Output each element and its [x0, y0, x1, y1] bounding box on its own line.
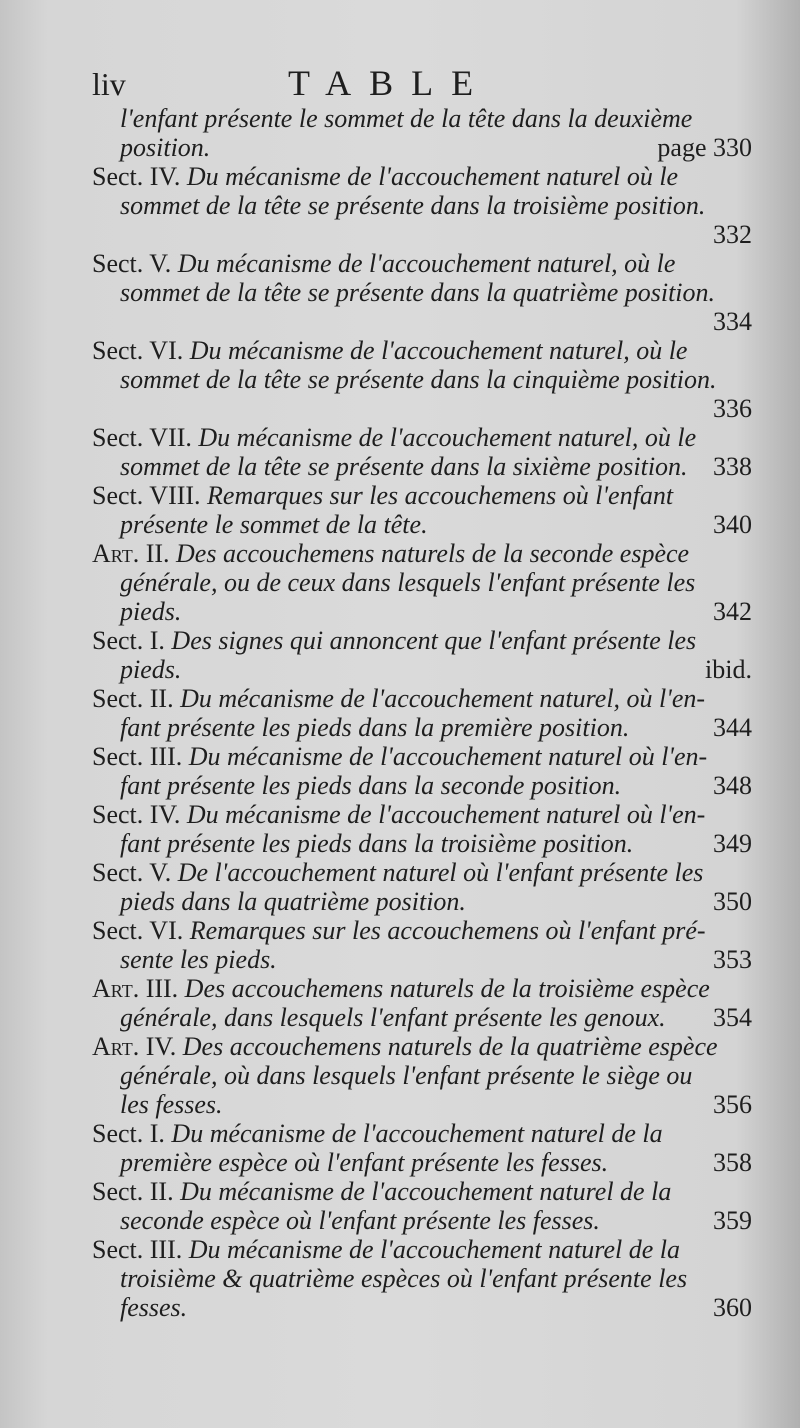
toc-entry-line [92, 1090, 752, 1119]
toc-entry-label: Sect. V. [92, 858, 178, 887]
running-title: TABLE [288, 63, 492, 103]
toc-entry-text: sommet de la tête se présente dans la cinquième position. [120, 365, 717, 394]
toc-page-ref: 342 [713, 597, 752, 626]
toc-page-ref: ibid. [705, 655, 752, 684]
toc-page-ref: 359 [713, 1206, 752, 1235]
toc-entry-label: Sect. I. [92, 1119, 172, 1148]
toc-entry-text: générale, dans lesquels l'enfant présente les genoux. [120, 1003, 666, 1032]
toc-entry-line [92, 307, 752, 336]
toc-entry-text: Du mécanisme de l'accouchement naturel, où le [198, 423, 697, 452]
toc-page-ref: 334 [713, 307, 752, 336]
toc-entry-label: Sect. VII. [92, 423, 199, 452]
toc-entry [92, 162, 752, 249]
toc-entry-text: première espèce où l'enfant présente les fesses. [120, 1148, 609, 1177]
toc-entry-line [92, 191, 752, 220]
toc-entry-line [92, 1293, 752, 1322]
toc-entry-text: fesses. [120, 1293, 188, 1322]
toc-entry-text: Des signes qui annoncent que l'enfant présente les [171, 626, 697, 655]
toc-entry-text: les fesses. [120, 1090, 223, 1119]
toc-entry-line [92, 539, 752, 568]
toc-entry-line [92, 336, 752, 365]
toc-entry-label: Sect. I. [92, 626, 172, 655]
toc-entry-text: Du mécanisme de l'accouchement naturel où l'en- [188, 742, 708, 771]
toc-page-ref: 353 [713, 945, 752, 974]
toc-entry [92, 800, 752, 858]
toc-entry-text: générale, ou de ceux dans lesquels l'enfant présente les [120, 568, 696, 597]
toc-entry [92, 974, 752, 1032]
toc-entry-text: pieds. [120, 655, 182, 684]
toc-entry [92, 104, 752, 162]
toc-entry-text: Du mécanisme de l'accouchement naturel de la [188, 1235, 680, 1264]
toc-entry-line [92, 220, 752, 249]
toc-page-ref: 336 [713, 394, 752, 423]
toc-entry-text: Des accouchemens naturels de la troisième espèce [184, 974, 710, 1003]
toc-entry-label: Sect. III. [92, 742, 189, 771]
toc-entry-line [92, 133, 752, 162]
toc-entry-text: Du mécanisme de l'accouchement naturel de la [171, 1119, 663, 1148]
toc-page-ref: page 330 [657, 133, 752, 162]
toc-entry-label: Art. III. [92, 974, 185, 1003]
toc-entry-label: Art. II. [92, 539, 177, 568]
toc-entry-line [92, 887, 752, 916]
toc-entry-line [92, 1235, 752, 1264]
toc-entry [92, 336, 752, 423]
toc-entry-line [92, 858, 752, 887]
toc-entry-line [92, 510, 752, 539]
toc-entry-line [92, 104, 752, 133]
toc-entry-text: fant présente les pieds dans la première position. [120, 713, 630, 742]
toc-entry [92, 249, 752, 336]
toc-entry-line [92, 655, 752, 684]
toc-page-ref: 358 [713, 1148, 752, 1177]
toc-entry-text: générale, où dans lesquels l'enfant présente le siège ou [120, 1061, 693, 1090]
toc-entry-label: Sect. II. [92, 684, 181, 713]
toc-page-ref: 344 [713, 713, 752, 742]
toc-entry [92, 1119, 752, 1177]
toc-entry-label: Art. IV. [92, 1032, 183, 1061]
toc-entry-text: sente les pieds. [120, 945, 277, 974]
toc-entry-text: pieds dans la quatrième position. [120, 887, 466, 916]
toc-entry-line [92, 713, 752, 742]
toc-entry-line [92, 278, 752, 307]
toc-entry-text: fant présente les pieds dans la troisième position. [120, 829, 634, 858]
toc-entry-text: présente le sommet de la tête. [120, 510, 428, 539]
toc-entry-text: sommet de la tête se présente dans la troisième position. [120, 191, 706, 220]
toc-entry-line [92, 684, 752, 713]
toc-entry-text: sommet de la tête se présente dans la quatrième position. [120, 278, 716, 307]
toc-entry-text: De l'accouchement naturel où l'enfant présente les [177, 858, 704, 887]
toc-page-ref: 332 [713, 220, 752, 249]
toc-entry-line [92, 365, 752, 394]
toc-entry [92, 1177, 752, 1235]
toc-page-ref: 354 [713, 1003, 752, 1032]
toc-entry-line [92, 162, 752, 191]
toc-entry-line [92, 481, 752, 510]
toc-entry [92, 916, 752, 974]
toc-entry-text: Du mécanisme de l'accouchement naturel, où le [189, 336, 688, 365]
toc-entry [92, 423, 752, 481]
toc-entry-text: Du mécanisme de l'accouchement naturel où le [186, 162, 679, 191]
toc-entry [92, 1235, 752, 1322]
toc-entry-line [92, 249, 752, 278]
toc-page-ref: 338 [713, 452, 752, 481]
toc-entry [92, 684, 752, 742]
toc-entry [92, 539, 752, 626]
toc-entry-text: Des accouchemens naturels de la quatrième espèce [182, 1032, 718, 1061]
toc-entry-line [92, 423, 752, 452]
table-of-contents [92, 104, 752, 1322]
toc-entry-line [92, 394, 752, 423]
toc-entry-line [92, 1177, 752, 1206]
toc-entry-text: Du mécanisme de l'accouchement naturel de la [180, 1177, 672, 1206]
toc-page-ref: 350 [713, 887, 752, 916]
toc-entry-label: Sect. III. [92, 1235, 189, 1264]
toc-page-ref: 340 [713, 510, 752, 539]
toc-entry-label: Sect. VIII. [92, 481, 208, 510]
toc-entry-text: fant présente les pieds dans la seconde position. [120, 771, 622, 800]
toc-entry-label: Sect. IV. [92, 162, 187, 191]
toc-entry-line [92, 452, 752, 481]
toc-entry [92, 858, 752, 916]
toc-entry-text: pieds. [120, 597, 182, 626]
toc-entry-line [92, 1206, 752, 1235]
toc-entry-text: Remarques sur les accouchemens où l'enfant pré- [189, 916, 706, 945]
toc-entry-line [92, 597, 752, 626]
toc-entry-line [92, 626, 752, 655]
toc-entry-line [92, 974, 752, 1003]
toc-entry-line [92, 1119, 752, 1148]
toc-entry-line [92, 916, 752, 945]
toc-entry-line [92, 1264, 752, 1293]
toc-entry-line [92, 1061, 752, 1090]
toc-entry [92, 626, 752, 684]
toc-entry-text: Remarques sur les accouchemens où l'enfant [207, 481, 674, 510]
toc-page-ref: 360 [713, 1293, 752, 1322]
toc-entry-line [92, 1003, 752, 1032]
toc-entry-line [92, 800, 752, 829]
toc-entry [92, 1032, 752, 1119]
toc-entry-line [92, 771, 752, 800]
toc-entry-label: Sect. II. [92, 1177, 181, 1206]
toc-entry-text: seconde espèce où l'enfant présente les fesses. [120, 1206, 600, 1235]
page-number: liv [92, 66, 126, 102]
toc-entry-text: troisième & quatrième espèces où l'enfant présente les [120, 1264, 688, 1293]
toc-entry-line [92, 1032, 752, 1061]
toc-entry [92, 481, 752, 539]
toc-page-ref: 348 [713, 771, 752, 800]
toc-entry-text: position. [120, 133, 211, 162]
toc-entry-line [92, 1148, 752, 1177]
toc-entry-label: Sect. VI. [92, 916, 190, 945]
toc-entry-label: Sect. VI. [92, 336, 190, 365]
toc-entry-line [92, 742, 752, 771]
toc-entry-line [92, 945, 752, 974]
toc-entry-text: Du mécanisme de l'accouchement naturel, où le [177, 249, 676, 278]
toc-page-ref: 356 [713, 1090, 752, 1119]
toc-entry-text: Des accouchemens naturels de la seconde espèce [176, 539, 690, 568]
toc-entry-line [92, 568, 752, 597]
toc-page-ref: 349 [713, 829, 752, 858]
toc-entry-text: Du mécanisme de l'accouchement naturel où l'en- [186, 800, 706, 829]
page-header [0, 62, 800, 106]
toc-entry-text: sommet de la tête se présente dans la sixième position. [120, 452, 688, 481]
toc-entry-line [92, 829, 752, 858]
toc-entry-label: Sect. IV. [92, 800, 187, 829]
toc-entry-label: Sect. V. [92, 249, 178, 278]
toc-entry [92, 742, 752, 800]
toc-entry-text: l'enfant présente le sommet de la tête dans la deuxième [120, 104, 693, 133]
toc-entry-text: Du mécanisme de l'accouchement naturel, où l'en- [180, 684, 706, 713]
